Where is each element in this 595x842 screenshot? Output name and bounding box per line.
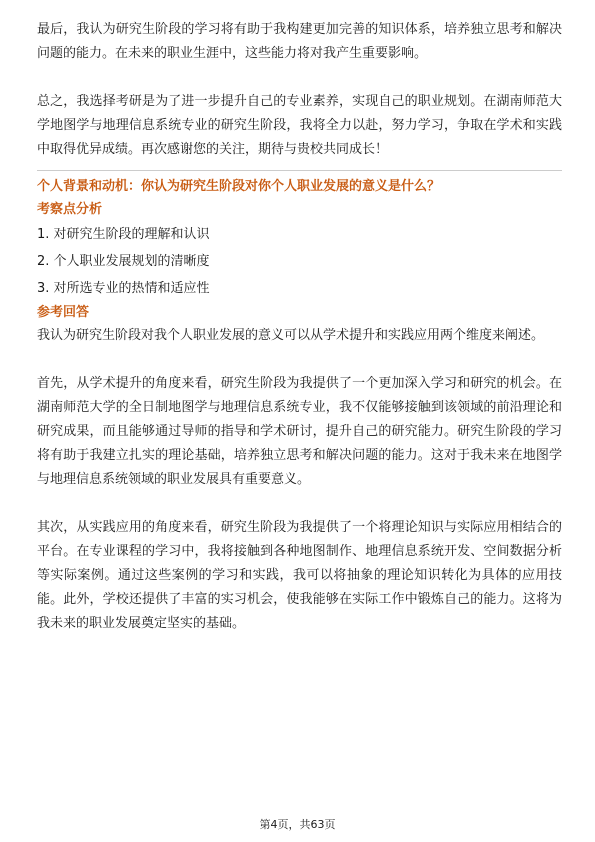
answer-paragraph-academic: 首先，从学术提升的角度来看，研究生阶段为我提供了一个更加深入学习和研究的机会。在湖南师范大学的全日制地图学与地理信息系统专业，我不仅能够接触到该领域的前沿理论和研究成果，而且能够通过导师的指导和学术研讨，提升自己的研究能力。研究生阶段的学习将有助于我建立扎实的理论基础，培养独立思考和解决问题的能力。这对于我未来在地图学与地理信息系统领域的职业发展具有重要意义。 <box>37 376 562 487</box>
paragraph-gap <box>37 348 562 372</box>
paragraph-conclusion-last: 最后，我认为研究生阶段的学习将有助于我构建更加完善的知识体系，培养独立思考和解决问题的能力。在未来的职业生涯中，这些能力将对我产生重要影响。 <box>37 22 562 61</box>
answer-paragraph-intro: 我认为研究生阶段对我个人职业发展的意义可以从学术提升和实践应用两个维度来阐述。 <box>37 328 545 343</box>
paragraph-summary: 总之，我选择考研是为了进一步提升自己的专业素养，实现自己的职业规划。在湖南师范大学地图学与地理信息系统专业的研究生阶段，我将全力以赴，努力学习，争取在学术和实践中取得优异成绩。再次感谢您的关注，期待与贵校共同成长！ <box>37 94 562 157</box>
analysis-list <box>37 221 562 302</box>
paragraph-gap <box>37 492 562 516</box>
list-item: 3. 对所选专业的热情和适应性 <box>37 281 210 296</box>
answer-paragraph-practice: 其次，从实践应用的角度来看，研究生阶段为我提供了一个将理论知识与实际应用相结合的平台。在专业课程的学习中，我将接触到各种地图制作、地理信息系统开发、空间数据分析等实际案例。通过这些案例的学习和实践，我可以将抽象的理论知识转化为具体的应用技能。此外，学校还提供了丰富的实习机会，使我能够在实际工作中锻炼自己的能力。这将为我未来的职业发展奠定坚实的基础。 <box>37 520 562 631</box>
list-item: 2. 个人职业发展规划的清晰度 <box>37 254 210 269</box>
paragraph-gap <box>37 66 562 90</box>
answer-heading: 参考回答 <box>37 305 90 320</box>
analysis-heading: 考察点分析 <box>37 202 103 217</box>
question-heading: 个人背景和动机：你认为研究生阶段对你个人职业发展的意义是什么？ <box>37 179 441 194</box>
section-divider <box>37 170 562 171</box>
document-page <box>37 18 562 636</box>
list-item: 1. 对研究生阶段的理解和认识 <box>37 227 210 242</box>
page-number-footer: 第4页，共63页 <box>259 818 336 831</box>
